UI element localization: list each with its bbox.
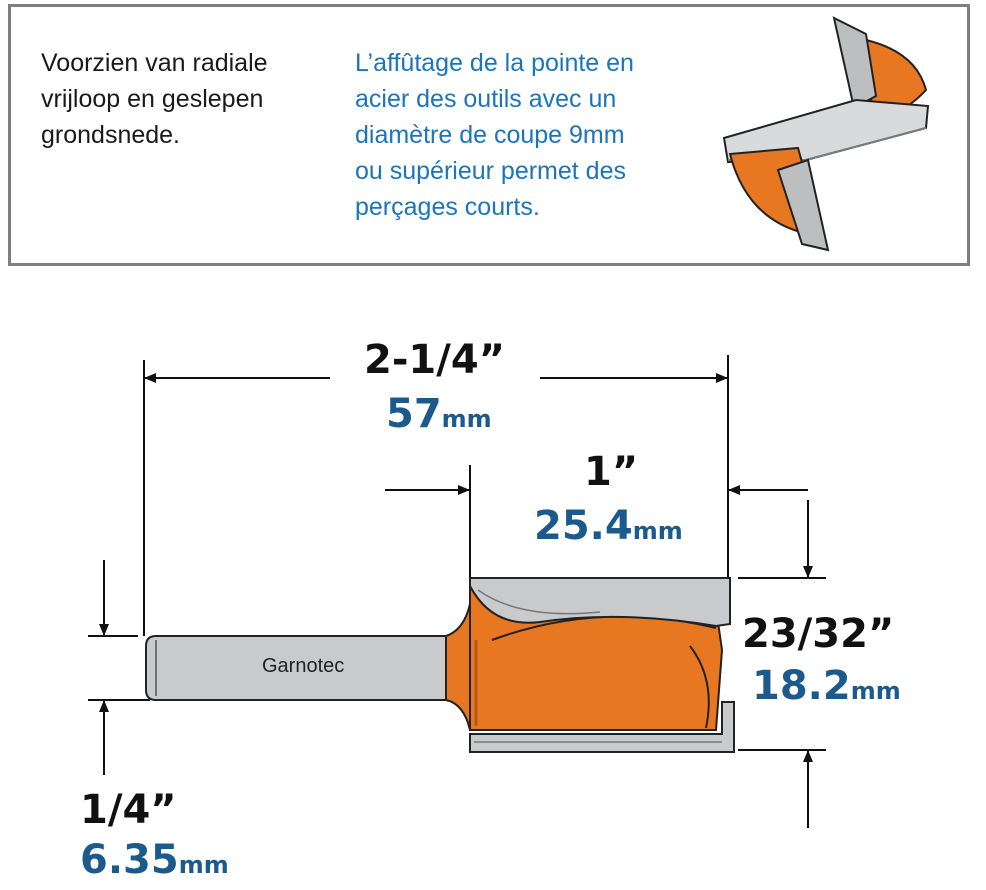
- cutting-length-unit: mm: [632, 517, 683, 545]
- cutting-diameter-unit: mm: [850, 677, 901, 705]
- shank-diameter-label: [80, 787, 229, 883]
- overall-length-label: [364, 337, 505, 437]
- overall-length-unit: mm: [441, 405, 492, 433]
- router-bit: [146, 578, 734, 752]
- overall-length-imperial: 2-1/4”: [364, 337, 505, 383]
- cutting-length-label: [534, 449, 683, 549]
- shank-diameter-unit: mm: [178, 851, 229, 879]
- neck: [446, 604, 470, 730]
- cutting-length-metric: 25.4: [534, 503, 633, 549]
- cutting-diameter-metric: 18.2: [752, 663, 851, 709]
- description-french: L’affûtage de la pointe en acier des outils avec un diamètre de coupe 9mm ou supérieur permet des perçages courts.: [355, 49, 634, 221]
- shank-diameter-imperial: 1/4”: [80, 787, 177, 833]
- cutting-diameter-label: [742, 611, 901, 709]
- description-dutch: Voorzien van radiale vrijloop en geslepen grondsnede.: [41, 49, 268, 149]
- cutting-diameter-imperial: 23/32”: [742, 611, 895, 657]
- cutting-length-imperial: 1”: [584, 449, 639, 495]
- overall-length-metric: 57: [386, 391, 442, 437]
- shank-diameter-metric: 6.35: [80, 837, 179, 883]
- shank-brand-label: Garnotec: [262, 655, 345, 677]
